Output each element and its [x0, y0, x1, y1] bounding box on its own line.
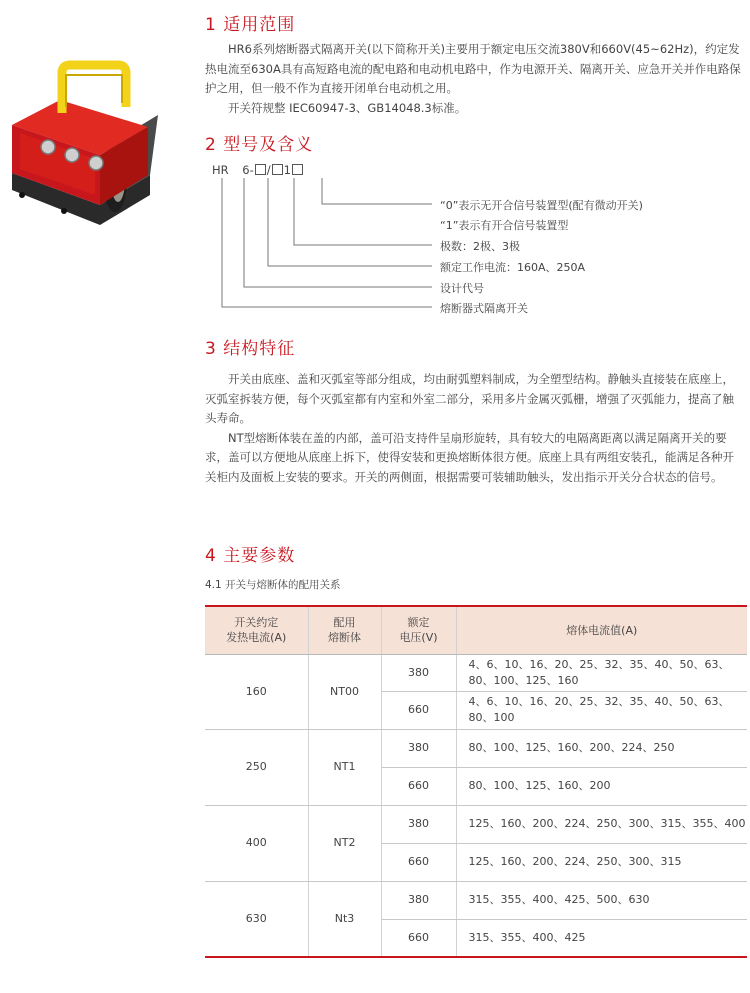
cell-rated-current: 630: [205, 881, 308, 957]
cell-rated-current: 160: [205, 654, 308, 729]
col-header-fuse: 配用 熔断体: [308, 606, 381, 654]
section-title-structure: 3 结构特征: [205, 339, 296, 359]
cell-fuse-values: 315、355、400、425、500、630: [456, 881, 747, 919]
cell-fuse-values: 125、160、200、224、250、300、315、355、400: [456, 805, 747, 843]
table-row: [205, 729, 747, 767]
table-row: [205, 805, 747, 843]
scope-paragraph-1: HR6系列熔断器式隔离开关(以下简称开关)主要用于额定电压交流380V和660V(45~62Hz)，约定发热电流至630A具有高短路电流的配电路和电动机电路中，作为电源开关、隔离开关、应急开关并作电路保护之用，但一般不作为直接开闭单台电动机之用。: [205, 42, 741, 95]
cell-voltage: 380: [381, 729, 456, 767]
legend-product: 熔断器式隔离开关: [440, 302, 528, 315]
cell-fuse-values: 4、6、10、16、20、25、32、35、40、50、63、80、100: [456, 691, 747, 729]
scope-paragraph-2: 开关符规整 IEC60947-3、GB14048.3标准。: [228, 100, 467, 115]
section-title-scope: 1 适用范围: [205, 15, 296, 35]
cell-fuse-values: 4、6、10、16、20、25、32、35、40、50、63、80、100、125、160: [456, 654, 747, 691]
col-header-voltage: 额定 电压(V): [381, 606, 456, 654]
structure-text: [205, 370, 745, 487]
model-prefix: HR: [212, 163, 229, 177]
section-title-model: 2 型号及含义: [205, 135, 314, 155]
cell-voltage: 660: [381, 767, 456, 805]
cell-fuse: NT00: [308, 654, 381, 729]
cell-voltage: 660: [381, 919, 456, 957]
legend-design-code: 设计代号: [440, 282, 484, 295]
cell-voltage: 660: [381, 691, 456, 729]
legend-signal-0: “0”表示无开合信号装置型(配有微动开关): [440, 199, 643, 212]
structure-paragraph-2: NT型熔断体装在盖的内部，盖可沿支持件呈扇形旋转，具有较大的电隔离距离以满足隔离开关的要求，盖可以方便地从底座上拆下，使得安装和更换熔断体很方便。底座上具有两组安装孔，能满足各种开关柜内及面板上安装的要求。开关的两侧面，根据需要可装辅助触头，发出指示开关分合状态的信号。: [205, 430, 734, 484]
structure-paragraph-1: 开关由底座、盖和灭弧室等部分组成，均由耐弧塑料制成，为全塑型结构。静触头直接装在底座上，灭弧室拆装方便，每个灭弧室都有内室和外室二部分，采用多片金属灭弧栅，增强了灭弧能力，提高了触头寿命。: [205, 372, 734, 425]
table-row: [205, 881, 747, 919]
col-header-fuse-current: 熔体电流值(A): [456, 606, 747, 654]
cell-fuse-values: 315、355、400、425: [456, 919, 747, 957]
cell-fuse-values: 80、100、125、160、200、224、250: [456, 729, 747, 767]
model-dash: -: [249, 163, 254, 177]
cell-rated-current: 400: [205, 805, 308, 881]
legend-current: 额定工作电流：160A、250A: [440, 261, 586, 274]
cell-fuse-values: 80、100、125、160、200: [456, 767, 747, 805]
table-row: [205, 654, 747, 691]
cell-voltage: 660: [381, 843, 456, 881]
model-series: 6: [242, 163, 250, 177]
fuse-table: [205, 605, 747, 958]
cell-voltage: 380: [381, 805, 456, 843]
cell-fuse-values: 125、160、200、224、250、300、315: [456, 843, 747, 881]
col-header-rated-current: 开关约定 发热电流(A): [205, 606, 308, 654]
cell-voltage: 380: [381, 881, 456, 919]
cell-fuse: NT1: [308, 729, 381, 805]
legend-signal-1: “1”表示有开合信号装置型: [440, 219, 569, 232]
model-one: 1: [283, 163, 291, 177]
cell-rated-current: 250: [205, 729, 308, 805]
model-slash: /: [266, 163, 271, 177]
table-caption: 4.1 开关与熔断体的配用关系: [205, 579, 341, 591]
cell-fuse: Nt3: [308, 881, 381, 957]
cell-fuse: NT2: [308, 805, 381, 881]
cell-voltage: 380: [381, 654, 456, 691]
legend-poles: 极数：2极、3极: [440, 240, 520, 253]
model-leader-lines: [0, 0, 750, 330]
section-title-parameters: 4 主要参数: [205, 546, 296, 566]
